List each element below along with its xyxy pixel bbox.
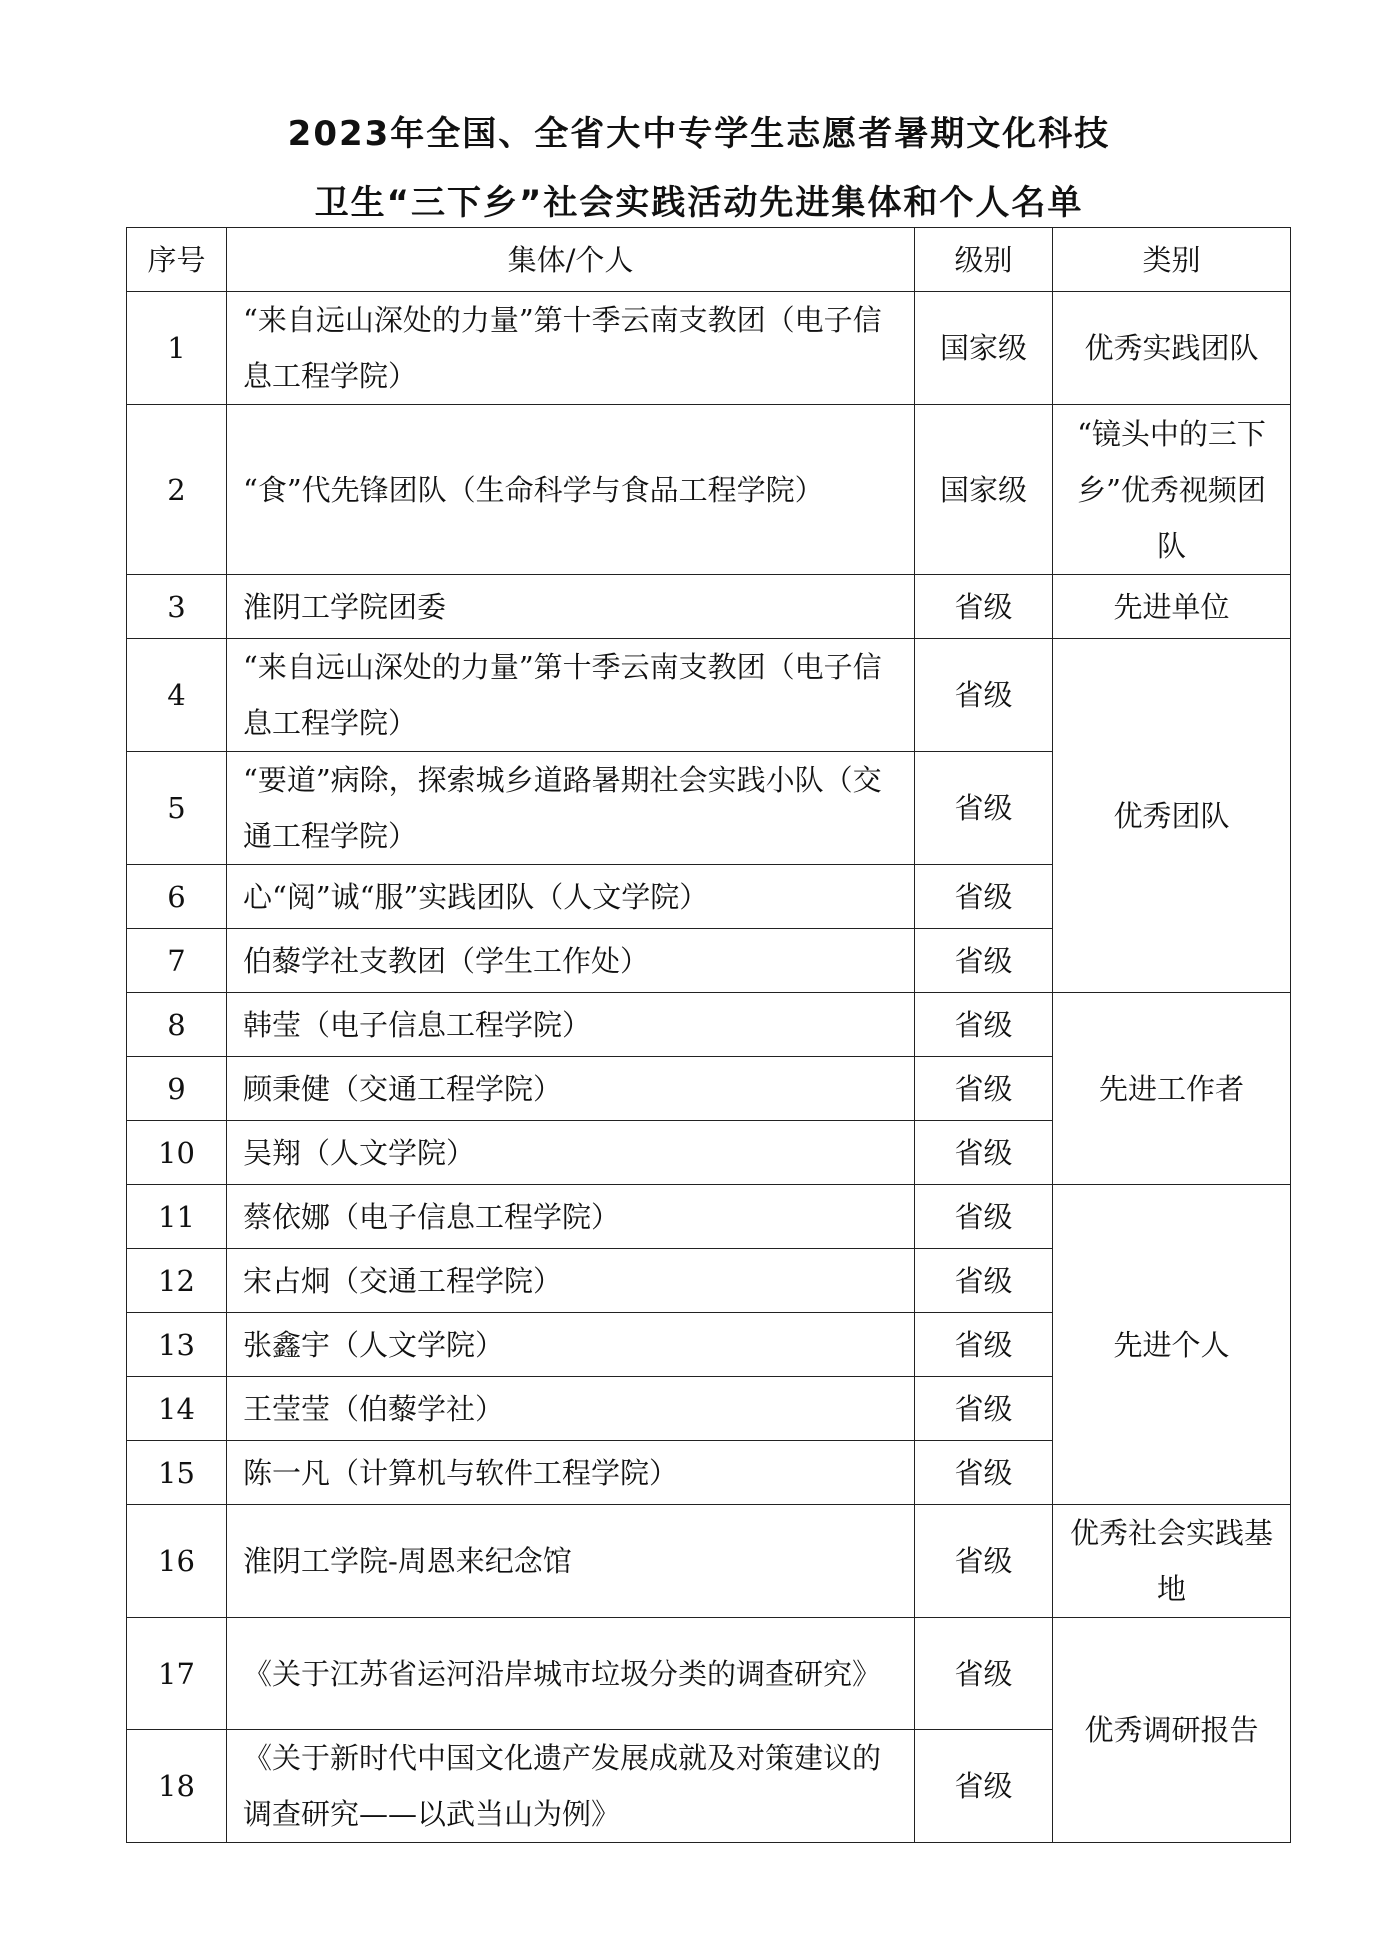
table-row [127,1505,1291,1618]
row-level: 省级 [915,639,1053,752]
table-row [127,292,1291,405]
row-level: 省级 [915,993,1053,1057]
row-level: 省级 [915,865,1053,929]
row-no: 10 [127,1121,227,1185]
row-category: 先进个人 [1053,1185,1291,1505]
document-title-line2: 卫生“三下乡”社会实践活动先进集体和个人名单 [314,183,1084,223]
row-name: 王莹莹（伯藜学社） [227,1377,915,1441]
row-level: 省级 [915,1313,1053,1377]
table-row [127,1618,1291,1730]
row-no: 13 [127,1313,227,1377]
row-category: 优秀社会实践基地 [1053,1505,1291,1618]
row-no: 9 [127,1057,227,1121]
row-category: 优秀实践团队 [1053,292,1291,405]
row-level: 省级 [915,1249,1053,1313]
row-name: “食”代先锋团队（生命科学与食品工程学院） [227,405,915,575]
table-row [127,405,1291,575]
honors-table [126,227,1291,1843]
row-name: 《关于新时代中国文化遗产发展成就及对策建议的调查研究——以武当山为例》 [227,1730,915,1843]
document-title-line1: 2023年全国、全省大中专学生志愿者暑期文化科技 [287,114,1111,154]
row-name: 伯藜学社支教团（学生工作处） [227,929,915,993]
row-name: 吴翔（人文学院） [227,1121,915,1185]
row-no: 17 [127,1618,227,1730]
row-level: 省级 [915,1505,1053,1618]
header-level: 级别 [915,228,1053,292]
row-level: 国家级 [915,292,1053,405]
row-no: 2 [127,405,227,575]
table-row [127,575,1291,639]
row-name: “要道”病除，探索城乡道路暑期社会实践小队（交通工程学院） [227,752,915,865]
row-level: 省级 [915,929,1053,993]
row-level: 省级 [915,752,1053,865]
table-row [127,639,1291,752]
header-no: 序号 [127,228,227,292]
row-level: 省级 [915,1377,1053,1441]
row-level: 国家级 [915,405,1053,575]
table-row [127,993,1291,1057]
row-no: 18 [127,1730,227,1843]
row-no: 15 [127,1441,227,1505]
row-no: 12 [127,1249,227,1313]
row-no: 5 [127,752,227,865]
row-no: 1 [127,292,227,405]
row-no: 3 [127,575,227,639]
row-no: 14 [127,1377,227,1441]
header-name: 集体/个人 [227,228,915,292]
row-name: 宋占炯（交通工程学院） [227,1249,915,1313]
row-name: 心“阅”诚“服”实践团队（人文学院） [227,865,915,929]
row-name: 《关于江苏省运河沿岸城市垃圾分类的调查研究》 [227,1618,915,1730]
row-level: 省级 [915,1730,1053,1843]
row-level: 省级 [915,1441,1053,1505]
row-name: 陈一凡（计算机与软件工程学院） [227,1441,915,1505]
row-name: 淮阴工学院团委 [227,575,915,639]
row-category: 优秀团队 [1053,639,1291,993]
row-name: 淮阴工学院-周恩来纪念馆 [227,1505,915,1618]
row-name: 顾秉健（交通工程学院） [227,1057,915,1121]
row-name: “来自远山深处的力量”第十季云南支教团（电子信息工程学院） [227,639,915,752]
row-category: “镜头中的三下乡”优秀视频团队 [1053,405,1291,575]
row-no: 16 [127,1505,227,1618]
row-category: 先进单位 [1053,575,1291,639]
row-no: 11 [127,1185,227,1249]
row-name: 韩莹（电子信息工程学院） [227,993,915,1057]
row-no: 4 [127,639,227,752]
table-row [127,1185,1291,1249]
row-name: 张鑫宇（人文学院） [227,1313,915,1377]
row-level: 省级 [915,1057,1053,1121]
row-level: 省级 [915,1618,1053,1730]
header-category: 类别 [1053,228,1291,292]
row-no: 8 [127,993,227,1057]
row-category: 先进工作者 [1053,993,1291,1185]
row-level: 省级 [915,575,1053,639]
row-no: 7 [127,929,227,993]
row-category: 优秀调研报告 [1053,1618,1291,1843]
row-name: 蔡依娜（电子信息工程学院） [227,1185,915,1249]
table-header-row [127,228,1291,292]
row-level: 省级 [915,1185,1053,1249]
row-name: “来自远山深处的力量”第十季云南支教团（电子信息工程学院） [227,292,915,405]
row-level: 省级 [915,1121,1053,1185]
row-no: 6 [127,865,227,929]
